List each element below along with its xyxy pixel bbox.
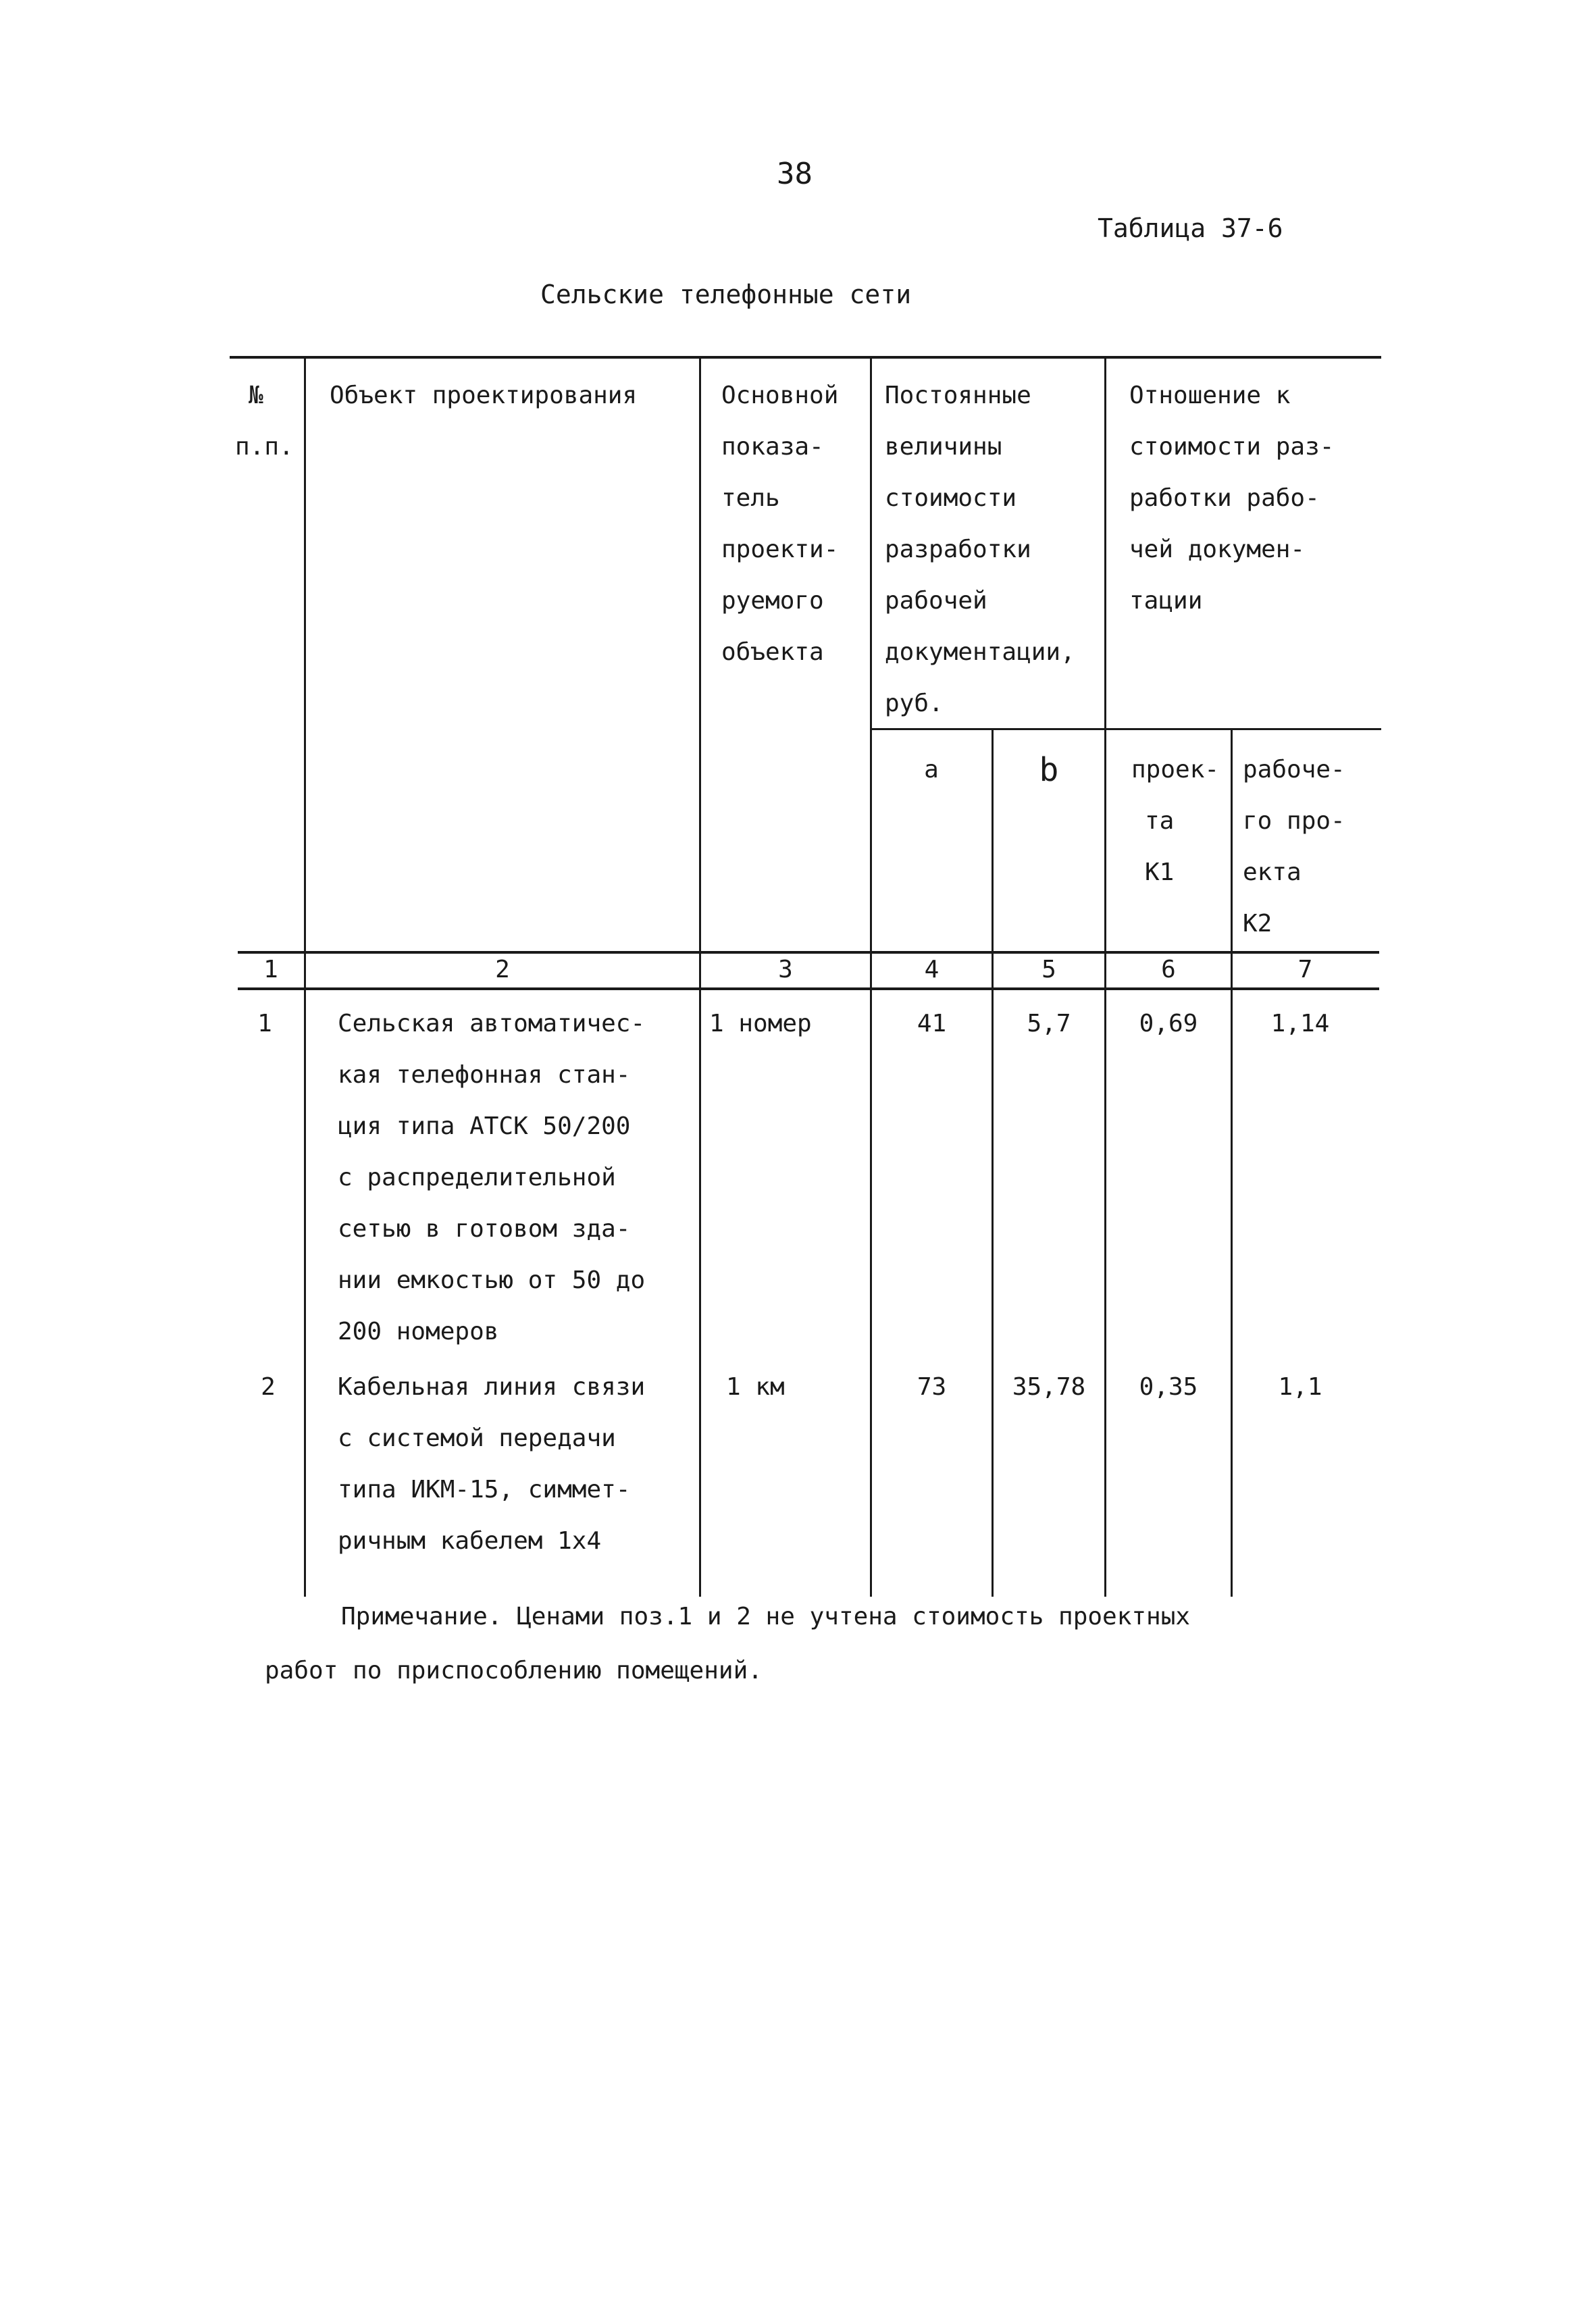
header-text: показа- <box>721 433 824 461</box>
header-text: руб. <box>885 690 944 717</box>
header-text: работки рабо- <box>1129 484 1320 512</box>
header-constant-values <box>885 370 1075 729</box>
table-top-border <box>230 356 1381 359</box>
column-number: 4 <box>924 956 939 983</box>
row-k1: 0,35 <box>1139 1373 1198 1401</box>
column-number: 5 <box>1041 956 1056 983</box>
header-ratio <box>1129 370 1334 627</box>
header-text: стоимости <box>885 484 1017 512</box>
header-k2 <box>1243 744 1345 950</box>
row-k2: 1,14 <box>1270 1010 1330 1037</box>
column-number: 3 <box>778 956 793 983</box>
header-text: Объект проектирования <box>330 382 638 409</box>
header-text: а <box>924 756 939 783</box>
header-number <box>235 370 294 473</box>
header-text: екта <box>1243 858 1302 886</box>
header-text: рабочей <box>885 587 987 615</box>
column-number: 6 <box>1161 956 1176 983</box>
header-b <box>994 744 1104 796</box>
column-number: 7 <box>1297 956 1313 983</box>
column-number: 1 <box>263 956 278 983</box>
header-text: Постоянные <box>885 382 1031 409</box>
header-text: b <box>1039 751 1059 789</box>
row-number: 1 <box>257 1010 272 1037</box>
row-number: 2 <box>261 1373 276 1401</box>
row-a: 73 <box>917 1373 947 1401</box>
header-text: тель <box>721 484 780 512</box>
page-number: 38 <box>777 157 813 191</box>
note-line-1: Примечание. Ценами поз.1 и 2 не учтена стоимость проектных <box>341 1603 1191 1630</box>
row-indicator: 1 км <box>726 1373 785 1401</box>
header-text: руемого <box>721 587 824 615</box>
row-k1: 0,69 <box>1139 1010 1198 1037</box>
column-number: 2 <box>495 956 510 983</box>
row-k2: 1,1 <box>1278 1373 1322 1401</box>
header-text: Основной <box>721 382 839 409</box>
header-text: та <box>1145 807 1175 835</box>
row-object: Сельская автоматичес- кая телефонная стан- ция типа АТСК 50/200 с распределительной сетью в готовом зда- нии емкостью от 50 до 200 номеров <box>338 1010 646 1345</box>
row-b: 35,78 <box>1012 1373 1086 1401</box>
col-divider-6 <box>1231 729 1233 1597</box>
header-text: документации, <box>885 638 1075 666</box>
header-text: стоимости раз- <box>1129 433 1335 461</box>
page-title: Сельские телефонные сети <box>540 280 912 309</box>
header-text: проекти- <box>721 536 839 563</box>
header-text: разработки <box>885 536 1031 563</box>
header-text: величины <box>885 433 1002 461</box>
header-text: К2 <box>1243 910 1272 937</box>
header-k1 <box>1131 744 1219 898</box>
header-indicator <box>721 370 838 678</box>
header-text: п.п. <box>235 433 294 461</box>
note-line-2: работ по приспособлению помещений. <box>265 1657 763 1685</box>
header-a <box>871 744 992 796</box>
header-text: рабоче- <box>1243 756 1345 783</box>
header-text: № <box>249 382 263 409</box>
row-object: Кабельная линия связи с системой передачи типа ИКМ-15, симмет- ричным кабелем 1х4 <box>338 1373 646 1555</box>
header-text: чей докумен- <box>1129 536 1306 563</box>
row-b: 5,7 <box>1027 1010 1071 1037</box>
header-text: тации <box>1129 587 1203 615</box>
header-text: объекта <box>721 638 824 666</box>
col-divider-4 <box>992 729 994 1597</box>
header-text: го про- <box>1243 807 1345 835</box>
row-indicator: 1 номер <box>709 1010 812 1037</box>
header-text: Отношение к <box>1129 382 1291 409</box>
header-text: К1 <box>1145 858 1175 886</box>
header-text: проек- <box>1131 756 1220 783</box>
header-object <box>330 370 637 421</box>
table-label: Таблица 37-6 <box>1098 213 1283 243</box>
row-a: 41 <box>917 1010 947 1037</box>
